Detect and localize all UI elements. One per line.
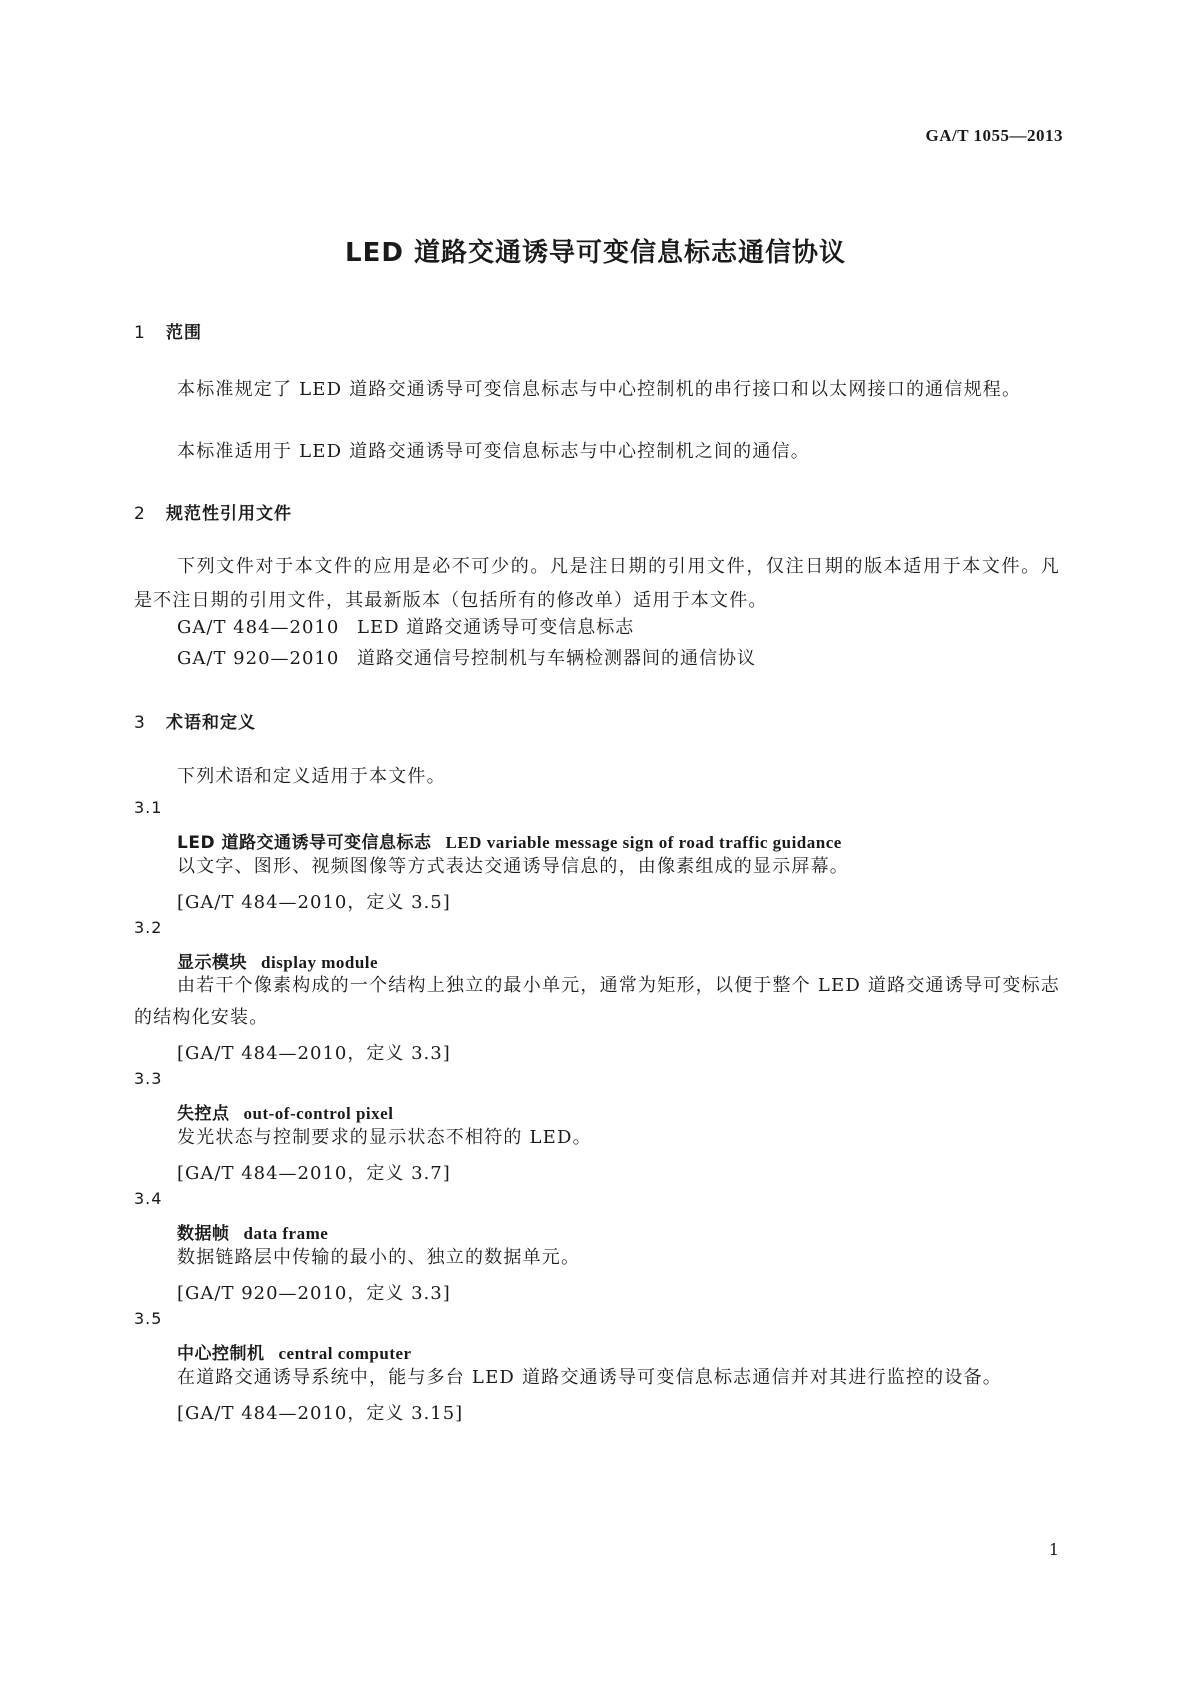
term-definition: 数据链路层中传输的最小的、独立的数据单元。 bbox=[177, 1247, 581, 1268]
term-heading bbox=[177, 1339, 412, 1364]
term-en: LED variable message sign of road traffic guidance bbox=[445, 833, 842, 852]
term-cn: 失控点 bbox=[177, 1104, 230, 1124]
paragraph: 本标准适用于 LED 道路交通诱导可变信息标志与中心控制机之间的通信。 bbox=[177, 441, 810, 462]
paragraph: 下列术语和定义适用于本文件。 bbox=[177, 766, 446, 787]
section-title: 规范性引用文件 bbox=[166, 504, 292, 524]
term-en: central computer bbox=[278, 1344, 412, 1363]
term-definition: 发光状态与控制要求的显示状态不相符的 LED。 bbox=[177, 1127, 592, 1148]
reference-code: GA/T 920—2010 bbox=[177, 648, 340, 669]
document-title: LED 道路交通诱导可变信息标志通信协议 bbox=[345, 238, 846, 268]
term-en: out-of-control pixel bbox=[243, 1104, 394, 1123]
term-source: [GA/T 484—2010，定义 3.3] bbox=[177, 1043, 451, 1064]
term-source: [GA/T 484—2010，定义 3.15] bbox=[177, 1403, 464, 1424]
term-en: data frame bbox=[243, 1224, 329, 1243]
reference-code: GA/T 484—2010 bbox=[177, 617, 340, 638]
term-cn: LED 道路交通诱导可变信息标志 bbox=[177, 833, 432, 853]
term-definition: 在道路交通诱导系统中，能与多台 LED 道路交通诱导可变信息标志通信并对其进行监控的设备。 bbox=[177, 1367, 1002, 1388]
paragraph: 本标准规定了 LED 道路交通诱导可变信息标志与中心控制机的串行接口和以太网接口的通信规程。 bbox=[177, 379, 1022, 400]
reference-item bbox=[177, 642, 756, 676]
term-cn: 数据帧 bbox=[177, 1224, 230, 1244]
term-cn: 显示模块 bbox=[177, 953, 247, 973]
term-definition: 以文字、图形、视频图像等方式表达交通诱导信息的，由像素组成的显示屏幕。 bbox=[177, 856, 849, 877]
clause-number: 3.2 bbox=[134, 918, 163, 937]
clause-number: 3.5 bbox=[134, 1309, 163, 1328]
standard-number: GA/T 1055—2013 bbox=[925, 126, 1063, 145]
term-heading bbox=[177, 1219, 328, 1244]
term-cn: 中心控制机 bbox=[177, 1344, 265, 1364]
clause-number: 3.4 bbox=[134, 1189, 163, 1208]
section-heading-normative-references bbox=[134, 499, 292, 524]
clause-number: 3.1 bbox=[134, 798, 163, 817]
clause-number: 3.3 bbox=[134, 1069, 163, 1088]
section-heading-scope bbox=[134, 318, 202, 343]
section-heading-terms-definitions bbox=[134, 708, 256, 733]
term-source: [GA/T 920—2010，定义 3.3] bbox=[177, 1283, 451, 1304]
section-number: 3 bbox=[134, 713, 146, 733]
section-title: 范围 bbox=[166, 323, 202, 343]
reference-title: LED 道路交通诱导可变信息标志 bbox=[357, 617, 635, 638]
term-source: [GA/T 484—2010，定义 3.7] bbox=[177, 1163, 451, 1184]
page-number: 1 bbox=[1048, 1540, 1059, 1559]
section-title: 术语和定义 bbox=[166, 713, 256, 733]
term-en: display module bbox=[261, 953, 379, 972]
term-heading bbox=[177, 828, 842, 853]
reference-title: 道路交通信号控制机与车辆检测器间的通信协议 bbox=[357, 648, 756, 669]
term-source: [GA/T 484—2010，定义 3.5] bbox=[177, 892, 451, 913]
reference-item bbox=[177, 611, 634, 645]
paragraph: 下列文件对于本文件的应用是必不可少的。凡是注日期的引用文件，仅注日期的版本适用于本文件。凡是不注日期的引用文件，其最新版本（包括所有的修改单）适用于本文件。 bbox=[134, 556, 1060, 611]
section-number: 1 bbox=[134, 323, 146, 343]
section-number: 2 bbox=[134, 504, 146, 524]
term-definition: 由若干个像素构成的一个结构上独立的最小单元，通常为矩形，以便于整个 LED 道路交通诱导可变标志的结构化安装。 bbox=[134, 975, 1060, 1028]
term-heading bbox=[177, 1099, 393, 1124]
